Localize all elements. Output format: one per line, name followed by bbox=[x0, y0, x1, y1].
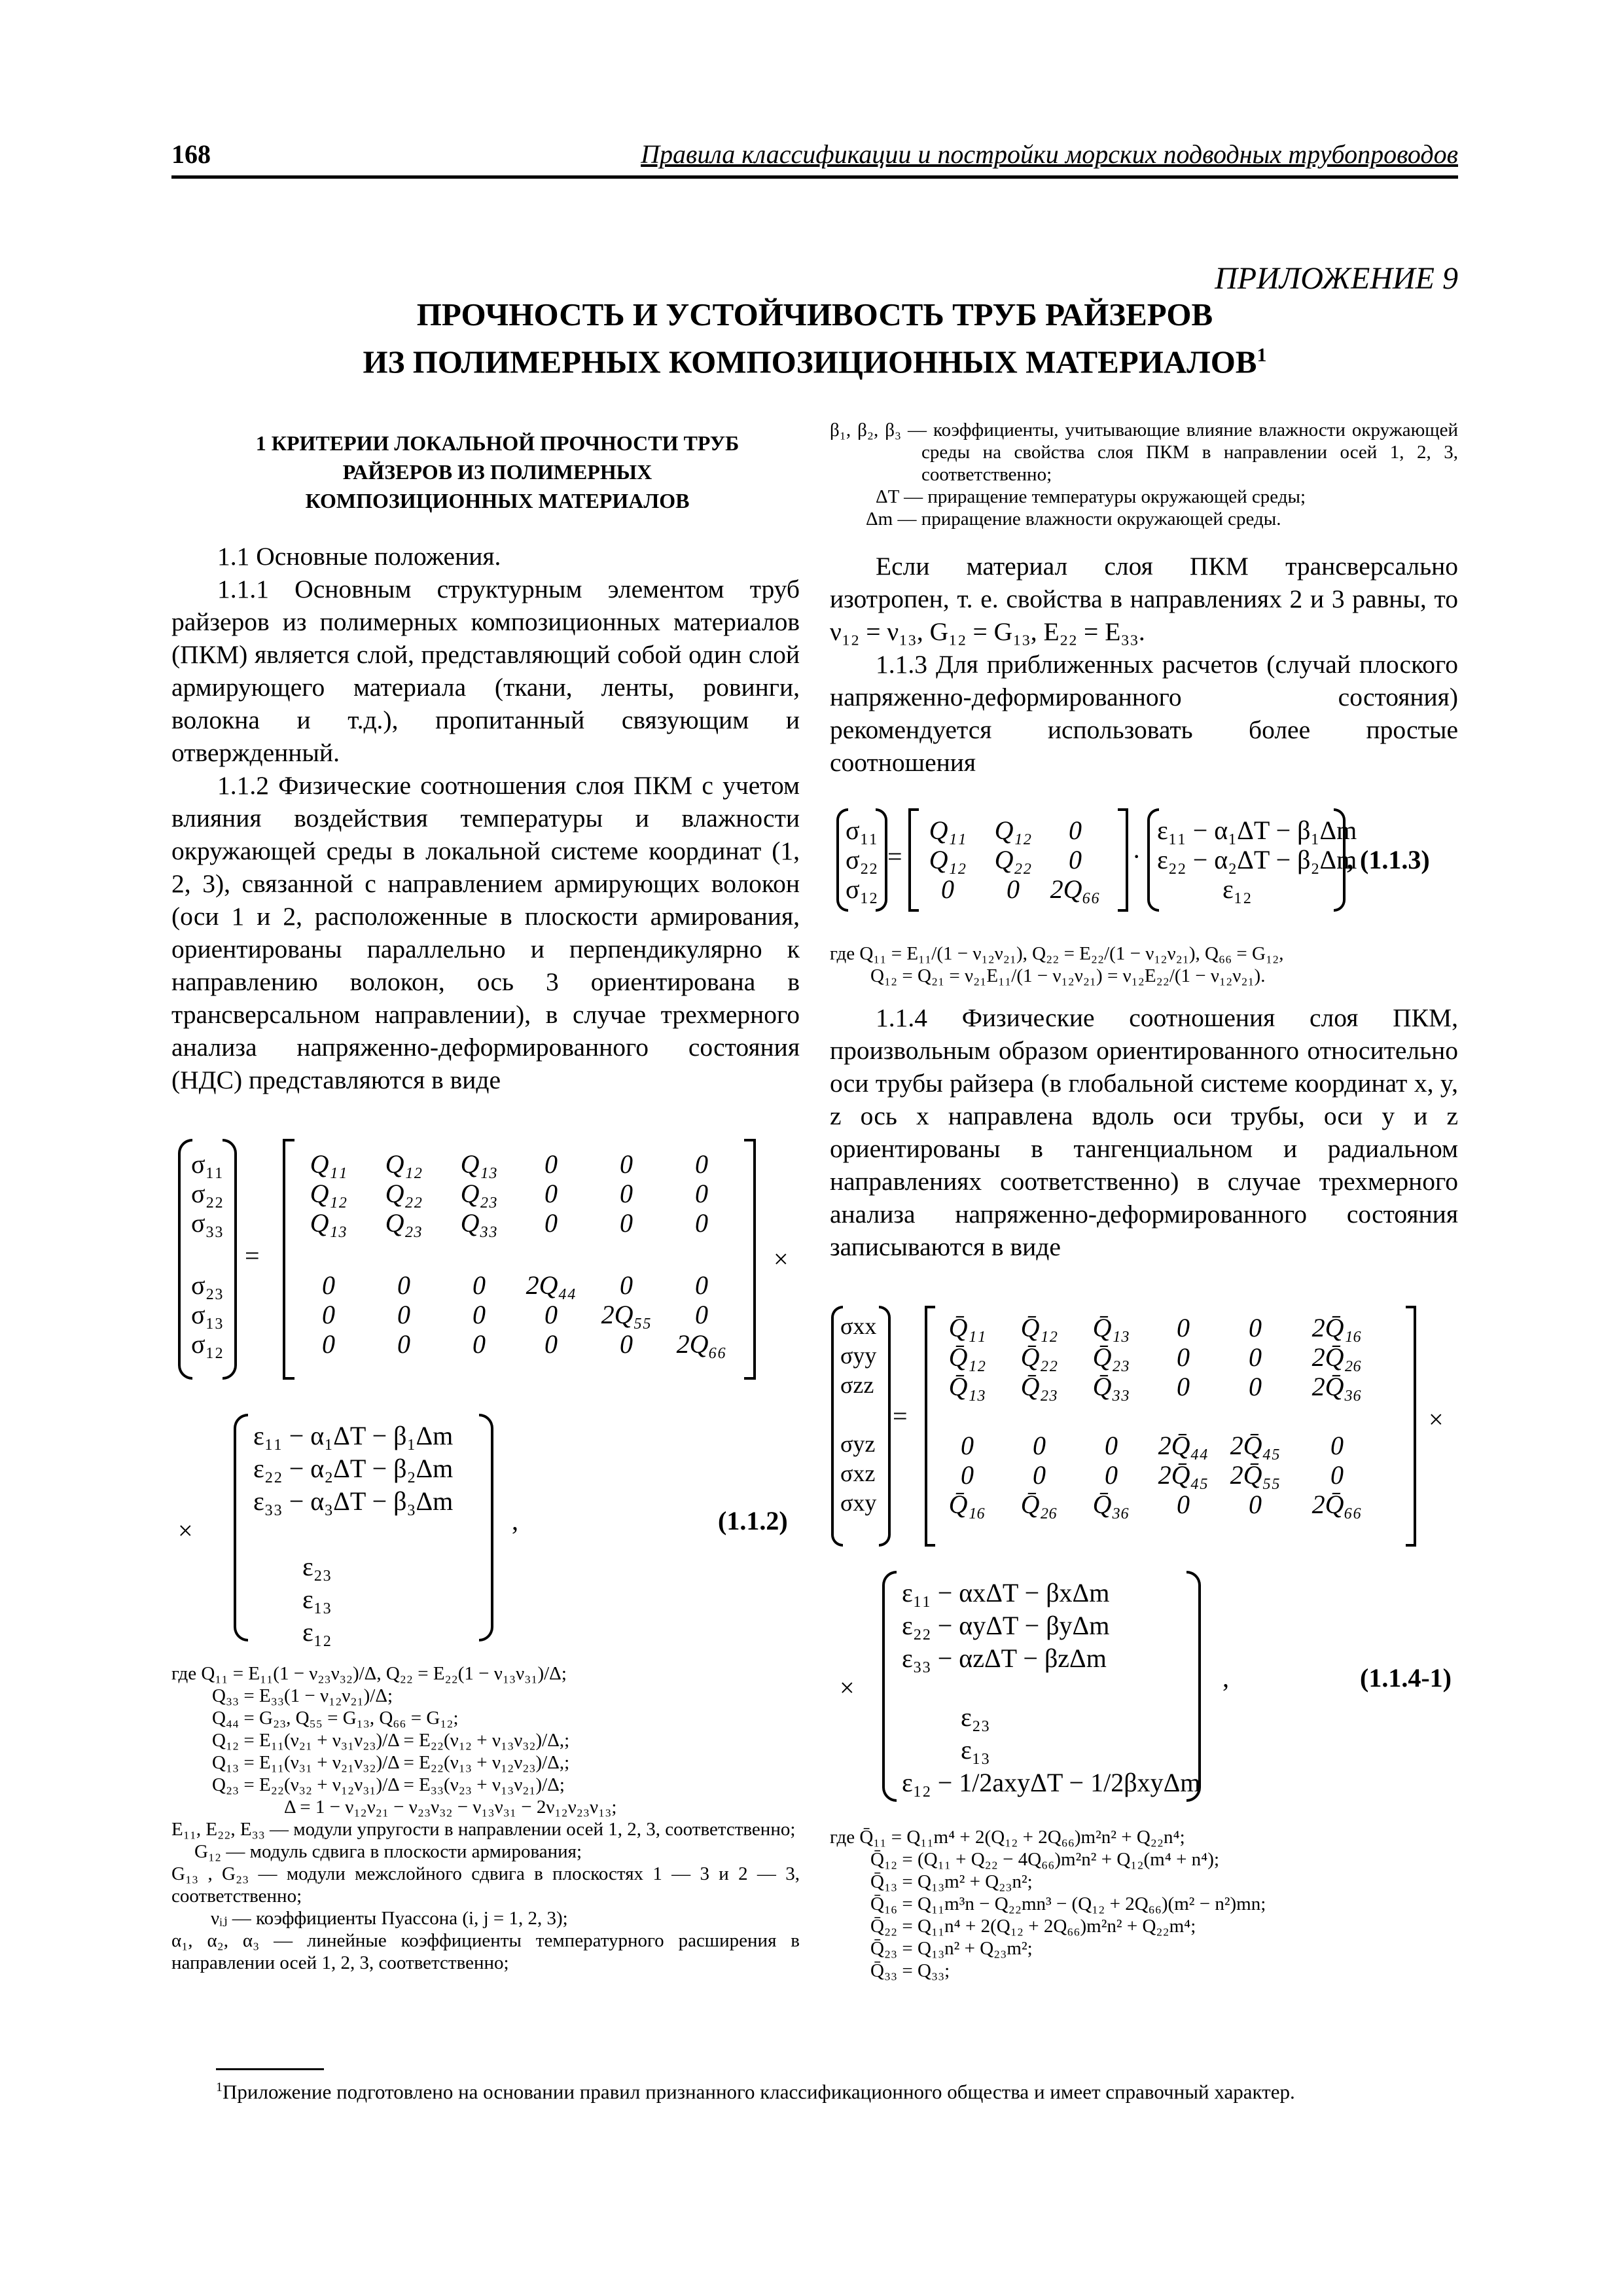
sigma-component: σxz bbox=[840, 1460, 876, 1486]
matrix-cell: 0 bbox=[1330, 1431, 1344, 1460]
matrix-cell: Q̄₁₂ bbox=[948, 1342, 986, 1372]
matrix-cell: 2Q̄₄₄ bbox=[1158, 1431, 1209, 1460]
matrix-cell: Q̄₂₃ bbox=[1020, 1372, 1058, 1401]
matrix-cell: Q₂₂ bbox=[385, 1179, 423, 1208]
matrix-cell: 0 bbox=[1177, 1313, 1190, 1342]
running-title: Правила классификации и постройки морских подводных трубопроводов bbox=[641, 139, 1458, 169]
page-number: 168 bbox=[171, 139, 211, 169]
matrix-cell: 0 bbox=[397, 1270, 410, 1300]
equals-sign: = bbox=[245, 1241, 260, 1270]
equation-1-1-4-1 bbox=[830, 1296, 1458, 1813]
right-column-text-1 bbox=[830, 550, 1458, 779]
matrix-cell: 0 bbox=[695, 1270, 708, 1300]
equation-label: , (1.1.3) bbox=[1347, 845, 1430, 874]
where-line: Q̄₂₃ = Q₁₃n² + Q₂₃m²; bbox=[870, 1938, 1033, 1959]
matrix-cell: Q̄₁₆ bbox=[948, 1490, 986, 1519]
where-line: Q̄₂₂ = Q₁₁n⁴ + 2(Q₁₂ + 2Q₆₆)m²n² + Q₂₂m⁴; bbox=[870, 1916, 1196, 1937]
where-line: Q̄₁₃ = Q₁₃m² + Q₂₃n²; bbox=[870, 1871, 1033, 1892]
matrix-cell: 0 bbox=[695, 1179, 708, 1208]
document-title bbox=[171, 295, 1458, 382]
footnote-text: Приложение подготовлено на основании правил признанного классификационного общества и имеет справочный характер. bbox=[223, 2080, 1295, 2104]
matrix-cell: Q̄₂₆ bbox=[1020, 1490, 1058, 1519]
where-line: G₁₂ — модуль сдвига в плоскости армирования; bbox=[194, 1841, 582, 1862]
matrix-cell: Q̄₂₃ bbox=[1092, 1342, 1130, 1372]
equation-label: (1.1.2) bbox=[718, 1506, 788, 1535]
section-title: 1 КРИТЕРИИ ЛОКАЛЬНОЙ ПРОЧНОСТИ ТРУБ РАЙЗЕРОВ ИЗ ПОЛИМЕРНЫХ КОМПОЗИЦИОННЫХ МАТЕРИАЛОВ bbox=[255, 431, 740, 512]
matrix-cell: 0 bbox=[620, 1149, 633, 1179]
eps-component: ε₁₃ bbox=[961, 1735, 990, 1765]
sigma-component: σzz bbox=[840, 1372, 874, 1398]
where-line: G₁₃ , G₂₃ — модули межслойного сдвига в плоскостях 1 — 3 и 2 — 3, соответственно; bbox=[171, 1863, 800, 1907]
eps-component: ε₁₁ − αxΔT − βxΔm bbox=[902, 1578, 1110, 1607]
eps-component: ε₁₁ − α₁ΔT − β₁Δm bbox=[1157, 816, 1357, 845]
eps-component: ε₂₂ − α₂ΔT − β₂Δm bbox=[1157, 845, 1357, 874]
header-rule bbox=[171, 175, 1458, 179]
dot-sign: · bbox=[1132, 842, 1141, 871]
where-line: Δ = 1 − ν₁₂ν₂₁ − ν₂₃ν₃₂ − ν₁₃ν₃₁ − 2ν₁₂ν₂₃ν₁₃; bbox=[284, 1797, 617, 1818]
left-column-text bbox=[171, 540, 800, 1096]
matrix-cell: Q₁₁ bbox=[310, 1149, 348, 1179]
footnote-ref[interactable]: 1 bbox=[1257, 344, 1267, 366]
appendix-label: ПРИЛОЖЕНИЕ 9 bbox=[1215, 261, 1458, 296]
sigma-brace-right bbox=[879, 1306, 891, 1547]
matrix-cell: Q₁₂ bbox=[929, 845, 967, 874]
matrix-cell: 0 bbox=[544, 1300, 558, 1329]
where-line: где Q₁₁ = E₁₁(1 − ν₂₃ν₃₂)/Δ, Q₂₂ = E₂₂(1 − ν₁₃ν₃₁)/Δ; bbox=[171, 1663, 567, 1684]
matrix-cell: 0 bbox=[1069, 845, 1082, 874]
eps-component: ε₁₂ − 1/2axyΔT − 1/2βxyΔm bbox=[902, 1768, 1201, 1797]
matrix-cell: 2Q̄₂₆ bbox=[1311, 1342, 1363, 1372]
matrix-cell: Q₃₃ bbox=[460, 1208, 498, 1238]
eps-component: ε₁₁ − α₁ΔT − β₁Δm bbox=[253, 1421, 454, 1450]
eps-brace-left bbox=[234, 1414, 248, 1641]
equation-label: (1.1.4-1) bbox=[1360, 1663, 1452, 1693]
matrix-cell: Q̄₁₁ bbox=[948, 1313, 986, 1342]
equation-1-1-3 bbox=[830, 805, 1458, 929]
sigma-component: σ₁₂ bbox=[191, 1329, 224, 1359]
matrix-cell: 0 bbox=[695, 1300, 708, 1329]
matrix-cell: Q₁₂ bbox=[385, 1149, 423, 1179]
footnote bbox=[216, 2080, 1295, 2104]
matrix-cell: 0 bbox=[961, 1431, 974, 1460]
matrix-cell: 0 bbox=[620, 1208, 633, 1238]
para-1-1-3: 1.1.3 Для приближенных расчетов (случай плоского напряженно-деформированного состояния) рекомендуется использовать более простые соотношения bbox=[830, 650, 1458, 777]
matrix-cell: 0 bbox=[1177, 1490, 1190, 1519]
matrix-cell: 0 bbox=[544, 1329, 558, 1359]
matrix-cell: 0 bbox=[544, 1179, 558, 1208]
matrix-cell: 2Q₄₄ bbox=[526, 1270, 577, 1300]
matrix-cell: 0 bbox=[695, 1149, 708, 1179]
eps-component: ε₁₂ bbox=[1222, 874, 1252, 904]
matrix-cell: 2Q̄₄₅ bbox=[1158, 1460, 1209, 1490]
matrix-cell: 0 bbox=[322, 1270, 335, 1300]
para-1-1: 1.1 Основные положения. bbox=[217, 542, 501, 571]
eps-brace-left bbox=[882, 1571, 897, 1802]
where-line: Q₃₃ = E₃₃(1 − ν₁₂ν₂₁)/Δ; bbox=[212, 1685, 393, 1706]
eps-component: ε₂₂ − α₂ΔT − β₂Δm bbox=[253, 1454, 454, 1483]
matrix-cell: Q₁₂ bbox=[994, 816, 1032, 845]
matrix-cell: 0 bbox=[620, 1270, 633, 1300]
where-line: E₁₁, E₂₂, E₃₃ — модули упругости в направлении осей 1, 2, 3, соответственно; bbox=[171, 1819, 796, 1840]
equation-1-1-2 bbox=[171, 1139, 800, 1649]
matrix-cell: Q₂₂ bbox=[994, 845, 1032, 874]
where-113-line-2: Q₁₂ = Q₂₁ = ν₂₁E₁₁/(1 − ν₁₂ν₂₁) = ν₁₂E₂₂/(1 − ν₁₂ν₂₁). bbox=[870, 965, 1266, 986]
eps-component: ε₂₃ bbox=[961, 1702, 990, 1732]
matrix-cell: 0 bbox=[1007, 874, 1020, 904]
matrix-cell: 2Q̄₅₅ bbox=[1230, 1460, 1281, 1490]
where-line: Q₄₄ = G₂₃, Q₅₅ = G₁₃, Q₆₆ = G₁₂; bbox=[212, 1708, 459, 1729]
sigma-component: σ₃₃ bbox=[191, 1208, 224, 1238]
notes-right bbox=[830, 419, 1458, 530]
where-line: Q₁₂ = E₁₁(ν₂₁ + ν₃₁ν₂₃)/Δ = E₂₂(ν₁₂ + ν₁₃ν₃₂)/Δ,; bbox=[212, 1730, 570, 1751]
where-113-line-1: где Q₁₁ = E₁₁/(1 − ν₁₂ν₂₁), Q₂₂ = E₂₂/(1 − ν₁₂ν₂₁), Q₆₆ = G₁₂, bbox=[830, 943, 1284, 964]
where-list-1-1-2 bbox=[171, 1662, 800, 1974]
where-list-1-1-3 bbox=[830, 942, 1458, 987]
matrix-cell: 0 bbox=[1069, 816, 1082, 845]
matrix-cell: Q₁₁ bbox=[929, 816, 967, 845]
matrix-cell: 0 bbox=[322, 1329, 335, 1359]
sigma-component: σ₂₂ bbox=[846, 845, 878, 874]
matrix-cell: 2Q̄₁₆ bbox=[1311, 1313, 1363, 1342]
matrix-cell: 0 bbox=[1105, 1460, 1118, 1490]
equals-sign: = bbox=[893, 1401, 908, 1431]
where-line: Q̄₁₆ = Q₁₁m³n − Q₂₂mn³ − (Q₁₂ + 2Q₆₆)(m² − n²)mn; bbox=[870, 1893, 1266, 1914]
matrix-cell: 0 bbox=[1033, 1431, 1046, 1460]
sigma-component: σ₁₂ bbox=[846, 874, 878, 904]
where-line: νᵢⱼ — коэффициенты Пуассона (i, j = 1, 2, 3); bbox=[211, 1908, 568, 1929]
where-line: где Q̄₁₁ = Q₁₁m⁴ + 2(Q₁₂ + 2Q₆₆)m²n² + Q₂₂n⁴; bbox=[830, 1827, 1185, 1848]
matrix-cell: 0 bbox=[941, 874, 954, 904]
matrix-cell: 2Q₆₆ bbox=[1050, 874, 1101, 904]
sigma-component: σxx bbox=[840, 1313, 877, 1339]
matrix-cell: Q̄₃₆ bbox=[1092, 1490, 1130, 1519]
matrix-cell: 0 bbox=[473, 1300, 486, 1329]
matrix-cell: Q₂₃ bbox=[385, 1208, 423, 1238]
where-line: Q₁₃ = E₁₁(ν₃₁ + ν₂₁ν₃₂)/Δ = E₂₂(ν₁₃ + ν₁₂ν₂₃)/Δ,; bbox=[212, 1752, 570, 1773]
eps-component: ε₂₂ − αyΔT − βyΔm bbox=[902, 1611, 1110, 1640]
sigma-brace-left bbox=[178, 1139, 192, 1380]
matrix-cell: Q̄₃₃ bbox=[1092, 1372, 1130, 1401]
matrix-cell: 0 bbox=[1249, 1313, 1262, 1342]
footnote-rule bbox=[216, 2068, 324, 2070]
para-1-1-1: 1.1.1 Основным структурным элементом труб райзеров из полимерных композиционных материалов (ПКМ) является слой, представляющий собой один слой армирующего материала (ткани, ленты, ровинги, волокна и т.д.), пропитанный связующим и отвержденный. bbox=[171, 575, 800, 767]
matrix-cell: 2Q̄₃₆ bbox=[1311, 1372, 1363, 1401]
matrix-cell: 0 bbox=[397, 1300, 410, 1329]
where-line: Q̄₃₃ = Q₃₃; bbox=[870, 1960, 950, 1981]
dm-note: Δm — приращение влажности окружающей среды. bbox=[866, 509, 1281, 529]
matrix-cell: 0 bbox=[620, 1179, 633, 1208]
where-list-1-1-4 bbox=[830, 1826, 1458, 1982]
matrix-cell: 2Q̄₆₆ bbox=[1311, 1490, 1363, 1519]
matrix-cell: 0 bbox=[1177, 1372, 1190, 1401]
para-1-1-2: 1.1.2 Физические соотношения слоя ПКМ с учетом влияния воздействия температуры и влажности окружающей среды в локальной системе координат (1, 2, 3), связанной с направлением армирующих волокон (оси 1 и 2, расположенные в плоскости армирования, ориентированы параллельно и перпендикулярно к направлению волокон, ось 3 ориентирована в трансверсальном направлении), в случае трехмерного анализа напряженно-деформированного состояния (НДС) представляются в виде bbox=[171, 771, 800, 1094]
matrix-cell: 0 bbox=[544, 1149, 558, 1179]
eps-component: ε₁₂ bbox=[302, 1617, 332, 1647]
eps-component: ε₃₃ − αzΔT − βzΔm bbox=[902, 1643, 1107, 1673]
para-isotropic: Если материал слоя ПКМ трансверсально изотропен, т. е. свойства в направлениях 2 и 3 равны, то ν₁₂ = ν₁₃, G₁₂ = G₁₃, E₂₂ = E₃₃. bbox=[830, 552, 1458, 646]
sigma-component: σ₂₃ bbox=[191, 1270, 224, 1300]
eps-component: ε₃₃ − α₃ΔT − β₃Δm bbox=[253, 1486, 454, 1516]
times-sign: × bbox=[1429, 1405, 1444, 1434]
para-1-1-4: 1.1.4 Физические соотношения слоя ПКМ, произвольным образом ориентированного относительно оси трубы райзера (в глобальной системе координат x, y, z ось x направлена вдоль оси трубы, оси y и z ориентированы в тангенциальном и радиальном направлениях соответственно) в случае трехмерного анализа напряженно-деформированного состояния записываются в виде bbox=[830, 1003, 1458, 1261]
right-column-text-2 bbox=[830, 1001, 1458, 1263]
matrix-cell: 0 bbox=[473, 1270, 486, 1300]
matrix-cell: 0 bbox=[1249, 1342, 1262, 1372]
where-line: Q̄₁₂ = (Q₁₁ + Q₂₂ − 4Q₆₆)m²n² + Q₁₂(m⁴ + n⁴); bbox=[870, 1849, 1220, 1870]
sigma-component: σ₁₁ bbox=[191, 1149, 224, 1179]
matrix-cell: 2Q₅₅ bbox=[601, 1300, 652, 1329]
sigma-component: σ₁₁ bbox=[846, 816, 878, 845]
times-sign: × bbox=[774, 1244, 789, 1274]
eps-component: ε₂₃ bbox=[302, 1552, 332, 1581]
comma: , bbox=[512, 1506, 518, 1535]
where-line: Q₂₃ = E₂₂(ν₃₂ + ν₁₂ν₃₁)/Δ = E₃₃(ν₂₃ + ν₁₃ν₂₁)/Δ; bbox=[212, 1774, 565, 1795]
times-sign-2: × bbox=[178, 1516, 193, 1545]
matrix-cell: 0 bbox=[322, 1300, 335, 1329]
matrix-cell: Q₁₂ bbox=[310, 1179, 348, 1208]
where-line: α₁, α₂, α₃ — линейные коэффициенты температурного расширения в направлении осей 1, 2, 3, соответственно; bbox=[171, 1930, 800, 1973]
matrix-cell: 0 bbox=[1249, 1490, 1262, 1519]
sigma-component: σxy bbox=[840, 1490, 877, 1516]
matrix-cell: 0 bbox=[695, 1208, 708, 1238]
matrix-cell: 0 bbox=[1330, 1460, 1344, 1490]
matrix-cell: 0 bbox=[473, 1329, 486, 1359]
matrix-cell: 0 bbox=[620, 1329, 633, 1359]
times-sign-2: × bbox=[840, 1673, 855, 1702]
matrix-cell: Q₁₃ bbox=[460, 1149, 498, 1179]
sigma-component: σyz bbox=[840, 1431, 876, 1457]
matrix-cell: 0 bbox=[397, 1329, 410, 1359]
equals-sign: = bbox=[887, 842, 902, 871]
matrix-cell: 2Q₆₆ bbox=[676, 1329, 727, 1359]
footnote-mark: 1 bbox=[216, 2080, 223, 2094]
matrix-cell: Q₂₃ bbox=[460, 1179, 498, 1208]
sigma-component: σ₁₃ bbox=[191, 1300, 224, 1329]
matrix-bracket-right bbox=[744, 1139, 756, 1380]
matrix-bracket-right bbox=[1118, 808, 1128, 912]
matrix-bracket-right bbox=[1406, 1306, 1416, 1547]
comma: , bbox=[1222, 1663, 1229, 1693]
matrix-cell: 0 bbox=[1033, 1460, 1046, 1490]
dT-note: ΔT — приращение температуры окружающей среды; bbox=[876, 486, 1306, 507]
matrix-cell: Q̄₁₃ bbox=[948, 1372, 986, 1401]
matrix-cell: 2Q̄₄₅ bbox=[1230, 1431, 1281, 1460]
matrix-cell: 0 bbox=[1177, 1342, 1190, 1372]
matrix-cell: Q₁₃ bbox=[310, 1208, 348, 1238]
matrix-cell: 0 bbox=[961, 1460, 974, 1490]
matrix-cell: Q̄₁₃ bbox=[1092, 1313, 1130, 1342]
matrix-cell: 0 bbox=[544, 1208, 558, 1238]
matrix-cell: 0 bbox=[1105, 1431, 1118, 1460]
eps-brace-right bbox=[479, 1414, 493, 1641]
sigma-brace-right bbox=[223, 1139, 237, 1380]
sigma-component: σyy bbox=[840, 1342, 877, 1369]
matrix-cell: 0 bbox=[1249, 1372, 1262, 1401]
sigma-component: σ₂₂ bbox=[191, 1179, 224, 1208]
eps-component: ε₁₃ bbox=[302, 1585, 332, 1614]
matrix-cell: Q̄₁₂ bbox=[1020, 1313, 1058, 1342]
title-line-1: ПРОЧНОСТЬ И УСТОЙЧИВОСТЬ ТРУБ РАЙЗЕРОВ bbox=[416, 296, 1213, 332]
matrix-cell: Q̄₂₂ bbox=[1020, 1342, 1058, 1372]
beta-note: β₁, β₂, β₃ — коэффициенты, учитывающие влияние влажности окружающей среды на свойства слоя ПКМ в направлении осей 1, 2, 3, соответственно; bbox=[830, 420, 1458, 485]
title-line-2: ИЗ ПОЛИМЕРНЫХ КОМПОЗИЦИОННЫХ МАТЕРИАЛОВ bbox=[363, 344, 1257, 380]
